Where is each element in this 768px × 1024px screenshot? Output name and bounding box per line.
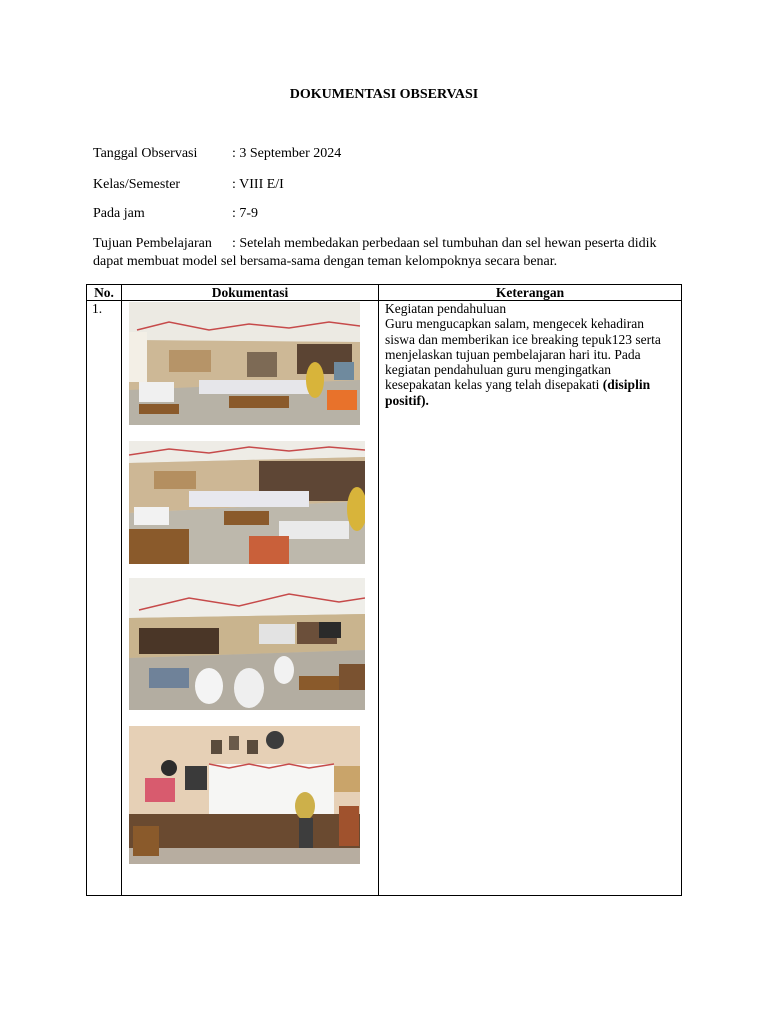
meta-jam — [93, 206, 258, 222]
ket-heading: Kegiatan pendahuluan — [385, 301, 507, 316]
classroom-photo-2 — [129, 441, 365, 564]
meta-tujuan-value: : Setelah membedakan perbedaan sel tumbuhan dan sel hewan peserta didik dapat membuat model sel bersama-sama dengan teman kelompoknya secara benar. — [93, 236, 657, 269]
header-keterangan: Keterangan — [379, 285, 682, 301]
meta-jam-value: : 7-9 — [232, 206, 259, 221]
meta-kelas — [93, 177, 284, 193]
row-number: 1. — [87, 301, 122, 896]
meta-tanggal-value: : 3 September 2024 — [232, 146, 342, 161]
classroom-photo-1 — [129, 302, 360, 425]
classroom-photo-4 — [129, 726, 360, 864]
classroom-photo-3 — [129, 578, 365, 710]
photo-cell — [122, 301, 379, 896]
ket-body-text: Guru mengucapkan salam, mengecek kehadiran siswa dan memberikan ice breaking tepuk123 serta menjelaskan tujuan pembelajaran hari itu. Pada kegiatan pendahuluan guru mengingatkan kesepakatan kelas yang telah disepakati — [385, 316, 661, 393]
header-dokumentasi: Dokumentasi — [122, 285, 379, 301]
header-no: No. — [87, 285, 122, 301]
meta-jam-label: Pada jam — [93, 206, 145, 221]
meta-kelas-label: Kelas/Semester — [93, 177, 181, 192]
ket-body — [385, 316, 675, 408]
document-title: DOKUMENTASI OBSERVASI — [289, 87, 479, 102]
table-header-row — [87, 285, 682, 301]
meta-kelas-value: : VIII E/I — [232, 177, 284, 192]
meta-tanggal — [93, 146, 341, 162]
table-row — [87, 301, 682, 896]
meta-tujuan-label: Tujuan Pembelajaran — [93, 236, 212, 251]
ket-body-bold: (disiplin positif). — [385, 377, 651, 408]
keterangan-cell — [379, 301, 682, 896]
documentation-table — [86, 284, 682, 896]
meta-tujuan — [93, 235, 683, 271]
meta-tanggal-label: Tanggal Observasi — [93, 146, 198, 161]
